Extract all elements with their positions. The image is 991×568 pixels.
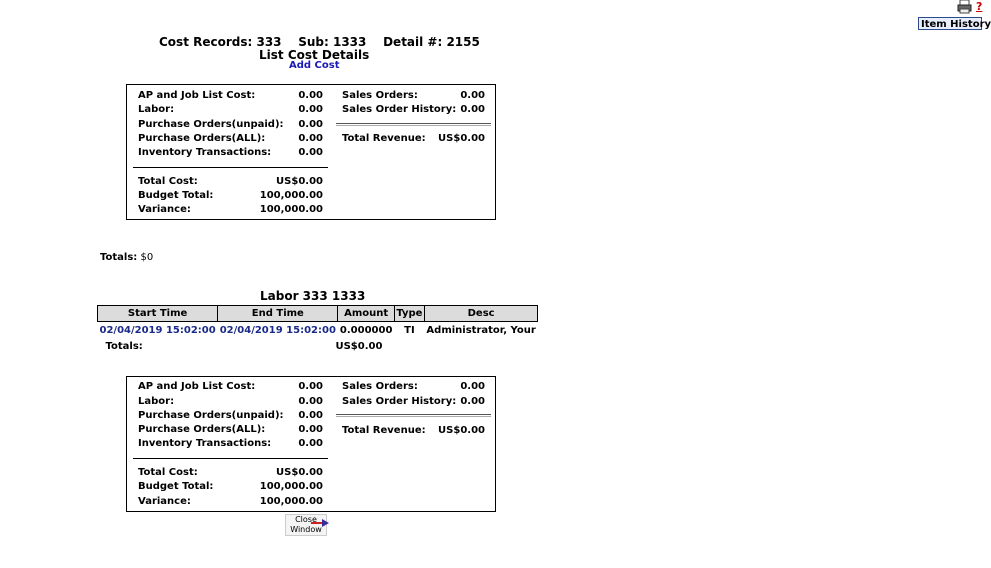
summary-value: 0.00 [298,147,323,158]
totals-line [100,252,153,263]
summary-label: Total Revenue: [342,133,426,144]
summary-value: 100,000.00 [259,190,323,201]
summary-value: 100,000.00 [259,481,323,492]
cost-record-header: Cost Records: 333 Sub: 1333 Detail #: 2155 [159,35,480,49]
page-title: List Cost Details [259,48,370,62]
divider [336,123,491,126]
column-header[interactable]: Amount [338,306,395,322]
column-header[interactable]: Desc [424,306,537,322]
table-totals-row [98,338,538,354]
summary-value: 0.00 [298,438,323,449]
summary-value: 0.00 [298,381,323,392]
summary-value: 0.00 [298,396,323,407]
summary-label: Labor: [138,104,175,115]
column-header[interactable]: Type [394,306,424,322]
summary-value: 0.00 [460,381,485,392]
help-icon[interactable]: ? [976,0,983,13]
summary-label: Budget Total: [138,481,214,492]
print-icon[interactable] [957,0,973,14]
end-time-cell[interactable]: 02/04/2019 15:02:00 [219,324,336,336]
summary-value: US$0.00 [276,176,323,187]
close-arrow-icon [311,519,329,530]
cost-summary-box [126,84,496,220]
summary-label: Total Cost: [138,467,198,478]
table-row [98,322,538,339]
totals-value: $0 [140,252,154,263]
summary-label: Purchase Orders(ALL): [138,133,266,144]
start-time-cell[interactable]: 02/04/2019 15:02:00 [99,324,216,336]
amount-cell: 0.000000 [339,324,393,336]
summary-value: 0.00 [298,424,323,435]
summary-label: Variance: [138,496,191,507]
totals-label: Totals: [100,252,138,263]
column-header[interactable]: End Time [218,306,338,322]
labor-totals-label: Totals: [105,340,143,352]
divider [133,458,328,459]
desc-cell: Administrator, Your [426,324,536,336]
summary-label: Sales Orders: [342,90,418,101]
close-window-label: Close [295,515,317,524]
summary-label: Sales Orders: [342,381,418,392]
summary-value: 0.00 [298,90,323,101]
summary-label: Total Cost: [138,176,198,187]
summary-label: Variance: [138,204,191,215]
summary-value: 100,000.00 [259,496,323,507]
summary-value: 0.00 [298,133,323,144]
summary-value: US$0.00 [276,467,323,478]
labor-table [97,305,538,354]
summary-label: AP and Job List Cost: [138,381,256,392]
type-cell: TI [404,324,415,336]
column-header[interactable]: Start Time [98,306,218,322]
summary-value: 0.00 [298,119,323,130]
summary-label: AP and Job List Cost: [138,90,256,101]
labor-totals-value: US$0.00 [335,340,383,352]
summary-label: Purchase Orders(unpaid): [138,119,284,130]
summary-label: Budget Total: [138,190,214,201]
summary-value: 0.00 [298,104,323,115]
summary-label: Purchase Orders(unpaid): [138,410,284,421]
summary-value: 0.00 [460,90,485,101]
summary-label: Inventory Transactions: [138,438,272,449]
close-window-label: Window [290,525,322,534]
cost-summary-box-2 [126,376,496,512]
labor-title: Labor 333 1333 [260,289,366,303]
summary-value: 100,000.00 [259,204,323,215]
divider [336,414,491,417]
divider [133,167,328,168]
summary-value: 0.00 [460,104,485,115]
add-cost-link[interactable]: Add Cost [289,60,340,71]
summary-value: US$0.00 [438,133,485,144]
item-history-button[interactable]: Item History [918,17,982,30]
summary-value: 0.00 [460,396,485,407]
summary-label: Sales Order History: [342,396,457,407]
summary-label: Labor: [138,396,175,407]
summary-label: Sales Order History: [342,104,457,115]
summary-label: Total Revenue: [342,425,426,436]
summary-label: Inventory Transactions: [138,147,272,158]
summary-label: Purchase Orders(ALL): [138,424,266,435]
summary-value: US$0.00 [438,425,485,436]
summary-value: 0.00 [298,410,323,421]
